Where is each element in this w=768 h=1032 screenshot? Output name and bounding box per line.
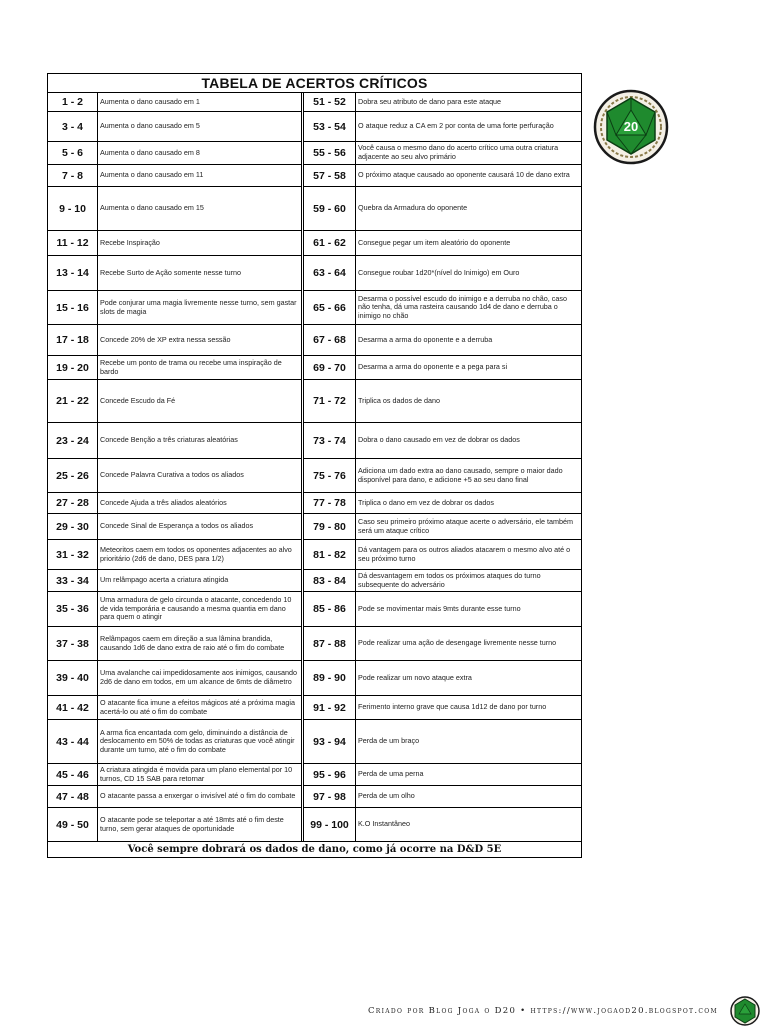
table-row xyxy=(48,459,582,493)
effect-text-left: Relâmpagos caem em direção a sua lâmina brandida, causando 1d6 de dano extra de raio até o fim do combate xyxy=(98,627,302,661)
table-row xyxy=(48,696,582,720)
table-row xyxy=(48,764,582,786)
d20-badge-icon xyxy=(592,88,670,166)
table-row xyxy=(48,187,582,231)
effect-text-left: Aumenta o dano causado em 8 xyxy=(98,142,302,165)
table-row xyxy=(48,231,582,256)
effect-text-right: Desarma a arma do oponente e a derruba xyxy=(356,325,582,356)
table-row xyxy=(48,142,582,165)
roll-range-left: 7 - 8 xyxy=(48,165,98,187)
roll-range-right: 87 - 88 xyxy=(304,627,356,661)
roll-range-left: 29 - 30 xyxy=(48,514,98,540)
roll-range-left: 33 - 34 xyxy=(48,570,98,592)
effect-text-left: Concede Sinal de Esperança a todos os aliados xyxy=(98,514,302,540)
roll-range-left: 19 - 20 xyxy=(48,356,98,380)
effect-text-right: O próximo ataque causado ao oponente causará 10 de dano extra xyxy=(356,165,582,187)
roll-range-right: 97 - 98 xyxy=(304,786,356,808)
effect-text-left: A arma fica encantada com gelo, diminuindo a distância de deslocamento em 50% de todas as criaturas que você atingir durante um turno, até o fim do combate xyxy=(98,720,302,764)
effect-text-right: Perda de uma perna xyxy=(356,764,582,786)
table-row xyxy=(48,514,582,540)
roll-range-right: 63 - 64 xyxy=(304,256,356,291)
effect-text-right: K.O Instantâneo xyxy=(356,808,582,842)
effect-text-left: Recebe Surto de Ação somente nesse turno xyxy=(98,256,302,291)
table-row xyxy=(48,786,582,808)
roll-range-left: 15 - 16 xyxy=(48,291,98,325)
roll-range-right: 75 - 76 xyxy=(304,459,356,493)
critical-hits-table xyxy=(47,73,582,858)
roll-range-left: 49 - 50 xyxy=(48,808,98,842)
d20-mini-icon xyxy=(729,995,761,1027)
roll-range-right: 93 - 94 xyxy=(304,720,356,764)
roll-range-right: 79 - 80 xyxy=(304,514,356,540)
effect-text-left: Um relâmpago acerta a criatura atingida xyxy=(98,570,302,592)
roll-range-right: 73 - 74 xyxy=(304,423,356,459)
roll-range-left: 25 - 26 xyxy=(48,459,98,493)
effect-text-left: A criatura atingida é movida para um plano elemental por 10 turnos, CD 15 SAB para retornar xyxy=(98,764,302,786)
table-footnote: Você sempre dobrará os dados de dano, como já ocorre na D&D 5E xyxy=(48,842,582,858)
table-row xyxy=(48,627,582,661)
effect-text-right: Dá desvantagem em todos os próximos ataques do turno subsequente do adversário xyxy=(356,570,582,592)
roll-range-left: 13 - 14 xyxy=(48,256,98,291)
d20-number: 20 xyxy=(623,119,639,134)
table-row xyxy=(48,423,582,459)
effect-text-right: Dá vantagem para os outros aliados atacarem o mesmo alvo até o seu próximo turno xyxy=(356,540,582,570)
roll-range-right: 85 - 86 xyxy=(304,592,356,627)
roll-range-right: 89 - 90 xyxy=(304,661,356,696)
effect-text-right: Dobra seu atributo de dano para este ataque xyxy=(356,93,582,112)
roll-range-left: 27 - 28 xyxy=(48,493,98,514)
roll-range-left: 37 - 38 xyxy=(48,627,98,661)
effect-text-left: Concede Benção a três criaturas aleatórias xyxy=(98,423,302,459)
effect-text-right: Pode realizar uma ação de desengage livremente nesse turno xyxy=(356,627,582,661)
roll-range-left: 9 - 10 xyxy=(48,187,98,231)
effect-text-left: O atacante fica imune a efeitos mágicos até a próxima magia acertá-lo ou até o fim do combate xyxy=(98,696,302,720)
roll-range-left: 5 - 6 xyxy=(48,142,98,165)
effect-text-right: Você causa o mesmo dano do acerto crítico uma outra criatura adjacente ao seu alvo primário xyxy=(356,142,582,165)
effect-text-right: Consegue roubar 1d20*(nível do Inimigo) em Ouro xyxy=(356,256,582,291)
roll-range-left: 1 - 2 xyxy=(48,93,98,112)
effect-text-left: Aumenta o dano causado em 11 xyxy=(98,165,302,187)
table-row xyxy=(48,325,582,356)
roll-range-left: 47 - 48 xyxy=(48,786,98,808)
effect-text-left: Uma armadura de gelo circunda o atacante, concedendo 10 de vida temporária e causando a mesma quantia em dano para quem o atingir xyxy=(98,592,302,627)
roll-range-left: 39 - 40 xyxy=(48,661,98,696)
table-row xyxy=(48,661,582,696)
roll-range-left: 31 - 32 xyxy=(48,540,98,570)
roll-range-left: 35 - 36 xyxy=(48,592,98,627)
effect-text-right: Caso seu primeiro próximo ataque acerte o adversário, ele também será um ataque crítico xyxy=(356,514,582,540)
effect-text-right: O ataque reduz a CA em 2 por conta de uma forte perfuração xyxy=(356,112,582,142)
roll-range-right: 77 - 78 xyxy=(304,493,356,514)
effect-text-left: Uma avalanche cai impedidosamente aos inimigos, causando 2d6 de dano em todos, em um alcance de 6mts de diâmetro xyxy=(98,661,302,696)
effect-text-left: Concede 20% de XP extra nessa sessão xyxy=(98,325,302,356)
roll-range-right: 55 - 56 xyxy=(304,142,356,165)
effect-text-right: Desarma a arma do oponente e a pega para si xyxy=(356,356,582,380)
effect-text-right: Pode realizar um novo ataque extra xyxy=(356,661,582,696)
table-row xyxy=(48,93,582,112)
table-row xyxy=(48,540,582,570)
table-row xyxy=(48,165,582,187)
table-row xyxy=(48,112,582,142)
roll-range-right: 51 - 52 xyxy=(304,93,356,112)
roll-range-left: 41 - 42 xyxy=(48,696,98,720)
roll-range-left: 23 - 24 xyxy=(48,423,98,459)
effect-text-left: Aumenta o dano causado em 1 xyxy=(98,93,302,112)
roll-range-right: 61 - 62 xyxy=(304,231,356,256)
table-row xyxy=(48,356,582,380)
effect-text-right: Perda de um olho xyxy=(356,786,582,808)
effect-text-right: Ferimento interno grave que causa 1d12 de dano por turno xyxy=(356,696,582,720)
table-row xyxy=(48,291,582,325)
d20-icon xyxy=(592,88,670,166)
roll-range-left: 17 - 18 xyxy=(48,325,98,356)
effect-text-right: Quebra da Armadura do oponente xyxy=(356,187,582,231)
effect-text-right: Desarma o possível escudo do inimigo e a derruba no chão, caso não tenha, dá uma rasteira causando 1d4 de dano e derruba o inimigo no chão xyxy=(356,291,582,325)
effect-text-left: O atacante passa a enxergar o invisível até o fim do combate xyxy=(98,786,302,808)
table-title: TABELA DE ACERTOS CRÍTICOS xyxy=(48,74,582,93)
effect-text-left: Recebe um ponto de trama ou recebe uma inspiração de bardo xyxy=(98,356,302,380)
footer-credit: Criado por Blog Joga o D20 • https://www.jogaod20.blogspot.com xyxy=(368,1006,718,1016)
effect-text-right: Pode se movimentar mais 9mts durante esse turno xyxy=(356,592,582,627)
roll-range-left: 11 - 12 xyxy=(48,231,98,256)
effect-text-right: Perda de um braço xyxy=(356,720,582,764)
table-row xyxy=(48,592,582,627)
roll-range-left: 43 - 44 xyxy=(48,720,98,764)
table-row xyxy=(48,256,582,291)
effect-text-right: Dobra o dano causado em vez de dobrar os dados xyxy=(356,423,582,459)
effect-text-right: Adiciona um dado extra ao dano causado, sempre o maior dado disponível para dano, e adicione +5 ao seu dano final xyxy=(356,459,582,493)
table-row xyxy=(48,720,582,764)
effect-text-left: Pode conjurar uma magia livremente nesse turno, sem gastar slots de magia xyxy=(98,291,302,325)
effect-text-right: Triplica os dados de dano xyxy=(356,380,582,423)
table-row xyxy=(48,380,582,423)
roll-range-right: 81 - 82 xyxy=(304,540,356,570)
effect-text-left: Recebe Inspiração xyxy=(98,231,302,256)
roll-range-right: 99 - 100 xyxy=(304,808,356,842)
critical-table-container xyxy=(47,73,581,858)
table-row xyxy=(48,493,582,514)
roll-range-right: 65 - 66 xyxy=(304,291,356,325)
roll-range-right: 59 - 60 xyxy=(304,187,356,231)
roll-range-left: 21 - 22 xyxy=(48,380,98,423)
roll-range-right: 57 - 58 xyxy=(304,165,356,187)
table-row xyxy=(48,570,582,592)
table-row xyxy=(48,808,582,842)
roll-range-right: 83 - 84 xyxy=(304,570,356,592)
roll-range-right: 91 - 92 xyxy=(304,696,356,720)
effect-text-left: Aumenta o dano causado em 15 xyxy=(98,187,302,231)
effect-text-left: Concede Palavra Curativa a todos os aliados xyxy=(98,459,302,493)
effect-text-left: Meteoritos caem em todos os oponentes adjacentes ao alvo prioritário (2d6 de dano, DES para 1/2) xyxy=(98,540,302,570)
roll-range-left: 3 - 4 xyxy=(48,112,98,142)
roll-range-right: 95 - 96 xyxy=(304,764,356,786)
effect-text-right: Triplica o dano em vez de dobrar os dados xyxy=(356,493,582,514)
roll-range-right: 69 - 70 xyxy=(304,356,356,380)
effect-text-left: O atacante pode se teleportar a até 18mts até o fim deste turno, sem gerar ataques de oportunidade xyxy=(98,808,302,842)
effect-text-right: Consegue pegar um item aleatório do oponente xyxy=(356,231,582,256)
roll-range-right: 67 - 68 xyxy=(304,325,356,356)
effect-text-left: Aumenta o dano causado em 5 xyxy=(98,112,302,142)
effect-text-left: Concede Ajuda a três aliados aleatórios xyxy=(98,493,302,514)
effect-text-left: Concede Escudo da Fé xyxy=(98,380,302,423)
roll-range-right: 53 - 54 xyxy=(304,112,356,142)
roll-range-right: 71 - 72 xyxy=(304,380,356,423)
roll-range-left: 45 - 46 xyxy=(48,764,98,786)
table-body xyxy=(48,93,582,842)
